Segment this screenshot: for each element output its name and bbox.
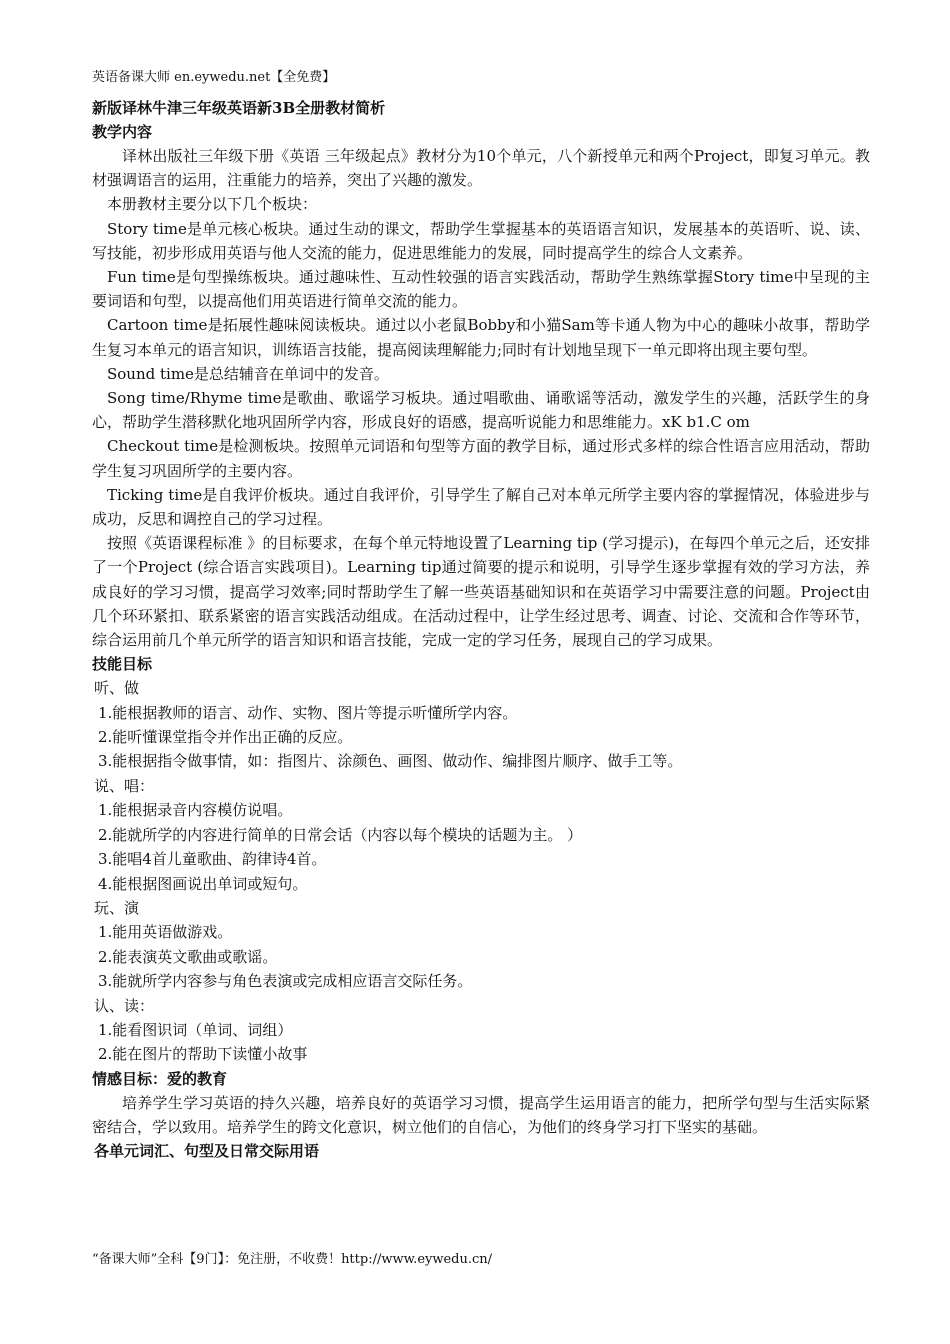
paragraph: Song time/Rhyme time是歌曲、歌谣学习板块。通过唱歌曲、诵歌谣等活动，激发学生的兴趣，活跃学生的身心，帮助学生潜移默化地巩固所学内容，形成良好的语感，提高听说能力和思维能力。xK b1.C om [92, 389, 870, 432]
paragraph: Ticking time是自我评价板块。通过自我评价，引导学生了解自己对本单元所学主要内容的掌握情况，体验进步与成功，反思和调控自己的学习过程。 [92, 485, 870, 529]
paragraph: Sound time是总结辅音在单词中的发音。 [107, 364, 389, 383]
paragraph: Cartoon time是拓展性趣味阅读板块。通过以小老鼠Bobby和小猫Sam等卡通人物为中心的趣味小故事，帮助学生复习本单元的语言知识，训练语言技能，提高阅读理解能力;同时有计划地呈现下一单元即将出现主要句型。 [92, 316, 870, 359]
list-item: 3.能根据指令做事情，如：指图片、涂颜色、画图、做动作、编排图片顺序、做手工等。 [98, 752, 683, 771]
skill-group-label: 说、唱： [94, 776, 155, 795]
list-item: 2.能表演英文歌曲或歌谣。 [98, 947, 278, 966]
paragraph: 本册教材主要分以下几个板块： [107, 195, 318, 214]
list-item: 1.能根据录音内容模仿说唱。 [98, 801, 293, 820]
document-body [92, 96, 870, 1163]
skill-group-label: 听、做 [94, 679, 140, 698]
list-item: 1.能看图识词（单词、词组） [98, 1020, 293, 1039]
list-item: 1.能用英语做游戏。 [98, 923, 233, 942]
list-item: 3.能就所学内容参与角色表演或完成相应语言交际任务。 [98, 972, 473, 991]
paragraph: 按照《英语课程标准 》的目标要求，在每个单元特地设置了Learning tip (学习提示)，在每四个单元之后，还安排了一个Project (综合语言实践项目)。Learning tip通过简要的提示和说明，引导学生逐步掌握有效的学习方法，养成良好的学习习惯，提高学习效率;同时帮助学生了解一些英语基础知识和在英语学习中需要注意的问题。Project由几个环环紧扣、联系紧密的语言实践活动组成。在活动过程中，让学生经过思考、调查、讨论、交流和合作等环节，综合运用前几个单元所学的语言知识和语言技能，完成一定的学习任务，展现自己的学习成果。 [92, 534, 870, 650]
page-header: 英语备课大师 en.eywedu.net【全免费】 [92, 70, 336, 85]
paragraph: 培养学生学习英语的持久兴趣，培养良好的英语学习习惯，提高学生运用语言的能力，把所学句型与生活实际紧密结合，学以致用。培养学生的跨文化意识，树立他们的自信心，为他们的终身学习打下坚实的基础。 [92, 1093, 870, 1136]
skill-group-label: 认、读： [94, 996, 155, 1015]
list-item: 4.能根据图画说出单词或短句。 [98, 874, 308, 893]
section-heading-emotion: 情感目标：爱的教育 [92, 1069, 228, 1088]
list-item: 2.能就所学的内容进行简单的日常会话（内容以每个模块的话题为主。 ） [98, 825, 583, 844]
paragraph: Fun time是句型操练板块。通过趣味性、互动性较强的语言实践活动，帮助学生熟练掌握Story time中呈现的主要词语和句型，以提高他们用英语进行简单交流的能力。 [92, 268, 870, 311]
section-heading-vocab: 各单元词汇、句型及日常交际用语 [94, 1142, 320, 1161]
page-footer: “备课大师”全科【9门】：免注册，不收费！http://www.eywedu.cn/ [92, 1252, 493, 1267]
document-title: 新版译林牛津三年级英语新3B全册教材简析 [92, 99, 386, 117]
section-heading-skills: 技能目标 [92, 655, 153, 674]
skill-group-label: 玩、演 [94, 898, 140, 917]
list-item: 3.能唱4首儿童歌曲、韵律诗4首。 [98, 850, 327, 869]
list-item: 2.能听懂课堂指令并作出正确的反应。 [98, 728, 353, 747]
section-heading-content: 教学内容 [92, 123, 153, 141]
paragraph: Checkout time是检测板块。按照单元词语和句型等方面的教学目标，通过形式多样的综合性语言应用活动，帮助学生复习巩固所学的主要内容。 [92, 437, 870, 480]
list-item: 1.能根据教师的语言、动作、实物、图片等提示听懂所学内容。 [98, 703, 518, 722]
list-item: 2.能在图片的帮助下读懂小故事 [98, 1045, 308, 1064]
paragraph: 译林出版社三年级下册《英语 三年级起点》教材分为10个单元，八个新授单元和两个Project，即复习单元。教材强调语言的运用，注重能力的培养，突出了兴趣的激发。 [92, 147, 870, 190]
paragraph: Story time是单元核心板块。通过生动的课文，帮助学生掌握基本的英语语言知识，发展基本的英语听、说、读、写技能，初步形成用英语与他人交流的能力，促进思维能力的发展，同时提高学生的综合人文素养。 [92, 219, 870, 262]
